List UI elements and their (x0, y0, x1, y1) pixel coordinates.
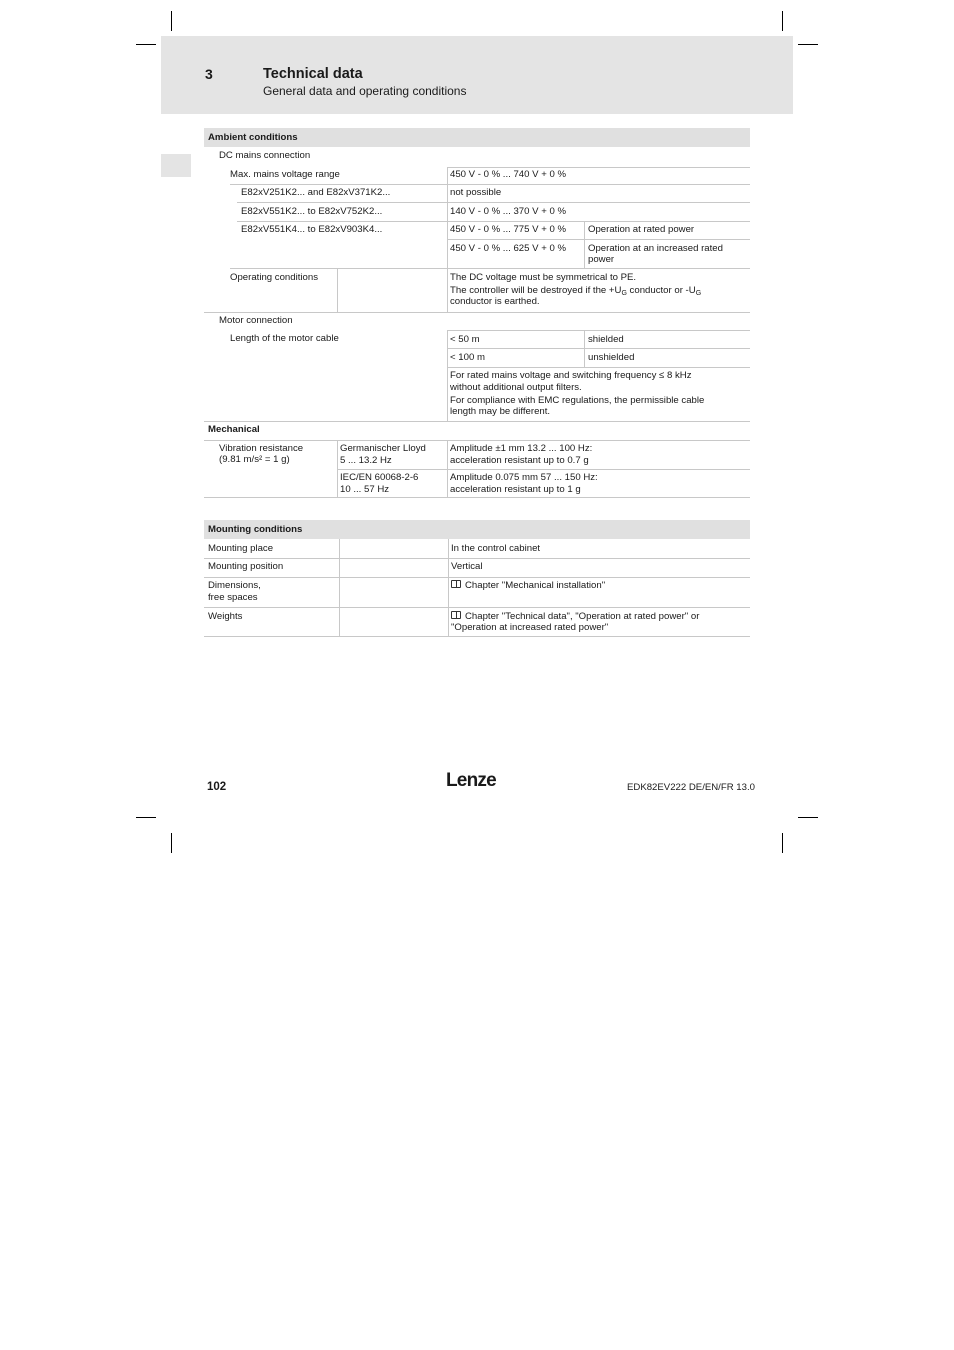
rule (584, 221, 585, 268)
rule (337, 469, 750, 470)
vib-standard: Germanischer Lloyd (340, 443, 426, 454)
vib-value-1: Amplitude 0.075 mm 57 ... 150 Hz: (450, 472, 598, 483)
model-value: not possible (450, 187, 502, 198)
dimensions-label-2: free spaces (208, 592, 258, 603)
rule (237, 221, 750, 222)
chapter-subtitle: General data and operating conditions (263, 84, 467, 98)
section-title-mounting: Mounting conditions (208, 524, 303, 535)
extra-value: 450 V - 0 % ... 625 V + 0 % (450, 243, 566, 254)
rule (447, 348, 750, 349)
rule (204, 607, 750, 608)
rule (230, 268, 750, 269)
lenze-logo: Lenze (446, 770, 496, 791)
crop-mark (136, 817, 156, 818)
model-row: E82xV251K2... and E82xV371K2... (241, 187, 391, 198)
rule (204, 312, 750, 313)
chapter-number: 3 (205, 66, 213, 82)
rule (204, 577, 750, 578)
mounting-place-value: In the control cabinet (451, 543, 541, 554)
weights-label: Weights (208, 611, 243, 622)
book-icon (451, 580, 461, 588)
rule (204, 636, 750, 637)
rule (204, 440, 750, 441)
extra-note-2: power (588, 254, 615, 265)
crop-mark (798, 817, 818, 818)
vib-frequency: 5 ... 13.2 Hz (340, 455, 392, 466)
operating-line-2: The controller will be destroyed if the $+U_G$ conductor or $-U_G$ (450, 285, 702, 297)
rule (230, 184, 750, 185)
motor-note-1: For rated mains voltage and switching frequency ≤ 8 kHz (450, 370, 692, 381)
dimensions-label-1: Dimensions, (208, 580, 261, 591)
model-row: E82xV551K4... to E82xV903K4... (241, 224, 383, 235)
rule (337, 440, 338, 497)
page-number: 102 (207, 781, 227, 793)
weights-value-1: Chapter "Technical data", "Operation at rated power" or (451, 611, 699, 623)
max-range-value: 450 V - 0 % ... 740 V + 0 % (450, 169, 566, 180)
rule (337, 268, 338, 312)
model-value: 140 V - 0 % ... 370 V + 0 % (450, 206, 566, 217)
model-value: 450 V - 0 % ... 775 V + 0 % (450, 224, 566, 235)
chapter-title: Technical data (263, 66, 363, 82)
rule (339, 539, 340, 636)
rule (584, 330, 585, 367)
vib-standard: IEC/EN 60068-2-6 (340, 472, 419, 483)
section-title-ambient: Ambient conditions (208, 132, 298, 143)
operating-line-1: The DC voltage must be symmetrical to PE. (450, 272, 637, 283)
crop-mark (136, 44, 156, 45)
chapter-header (161, 36, 793, 114)
vibration-label-2: (9.81 m/s² = 1 g) (219, 454, 290, 465)
mounting-position-value: Vertical (451, 561, 483, 572)
rule (204, 421, 750, 422)
max-range-label: Max. mains voltage range (230, 169, 340, 180)
motor-type: shielded (588, 334, 624, 345)
model-note: Operation at rated power (588, 224, 695, 235)
motor-note-2: without additional output filters. (450, 382, 582, 393)
vib-value-2: acceleration resistant up to 1 g (450, 484, 581, 495)
rule (204, 497, 750, 498)
motor-note-4: length may be different. (450, 406, 551, 417)
motor-length: < 100 m (450, 352, 485, 363)
rule (204, 558, 750, 559)
rule (447, 330, 750, 331)
document-id: EDK82EV222 DE/EN/FR 13.0 (627, 782, 755, 793)
vib-value-1: Amplitude ±1 mm 13.2 ... 100 Hz: (450, 443, 593, 454)
crop-mark (782, 833, 783, 853)
mounting-position-label: Mounting position (208, 561, 284, 572)
motor-length: < 50 m (450, 334, 480, 345)
crop-mark (782, 11, 783, 31)
rule (447, 167, 750, 168)
rule (447, 367, 750, 368)
motor-length-label: Length of the motor cable (230, 333, 339, 344)
book-icon (451, 611, 461, 619)
rule (448, 539, 449, 636)
dimensions-value: Chapter "Mechanical installation" (451, 580, 605, 592)
model-row: E82xV551K2... to E82xV752K2... (241, 206, 383, 217)
dc-mains-label: DC mains connection (219, 150, 311, 161)
weights-value-2: "Operation at increased rated power" (451, 622, 609, 633)
rule (447, 239, 750, 240)
crop-mark (171, 833, 172, 853)
operating-label: Operating conditions (230, 272, 318, 283)
rule (447, 440, 448, 497)
rule (447, 268, 448, 312)
motor-type: unshielded (588, 352, 635, 363)
vib-value-2: acceleration resistant up to 0.7 g (450, 455, 589, 466)
crop-mark (798, 44, 818, 45)
vib-frequency: 10 ... 57 Hz (340, 484, 390, 495)
vibration-label-1: Vibration resistance (219, 443, 304, 454)
rule (447, 330, 448, 421)
rule (447, 167, 448, 268)
mounting-place-label: Mounting place (208, 543, 274, 554)
motor-note-3: For compliance with EMC regulations, the permissible cable (450, 395, 705, 406)
motor-label: Motor connection (219, 315, 293, 326)
extra-note-1: Operation at an increased rated (588, 243, 723, 254)
operating-line-3: conductor is earthed. (450, 296, 540, 307)
side-tab (161, 154, 191, 177)
crop-mark (171, 11, 172, 31)
section-title-mechanical: Mechanical (208, 424, 260, 435)
rule (237, 202, 750, 203)
